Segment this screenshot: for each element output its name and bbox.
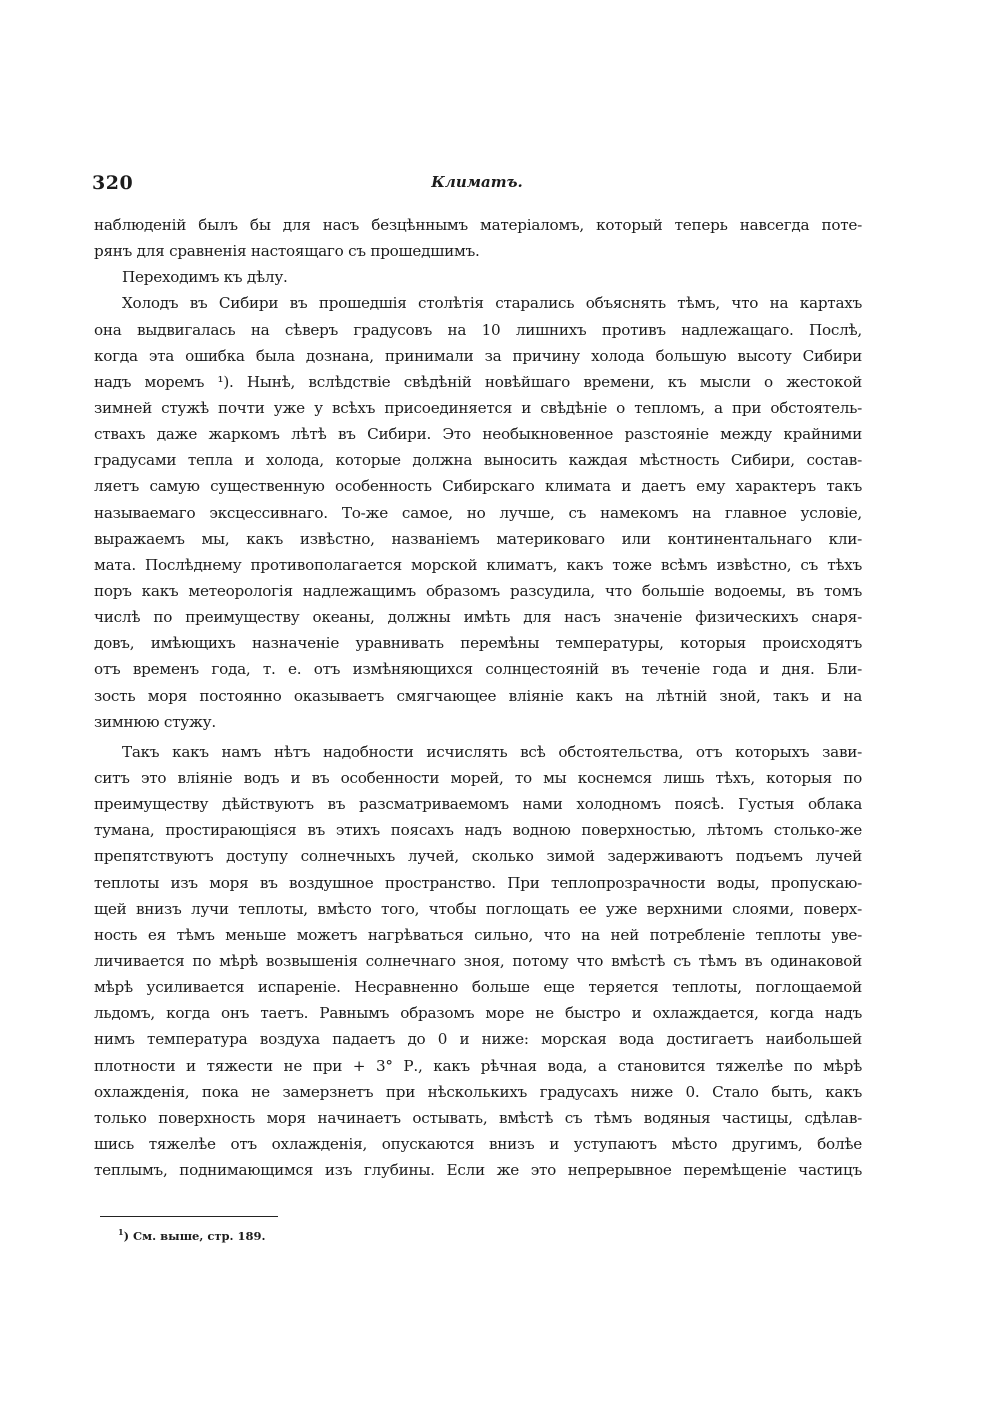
text-line: щей внизъ лучи теплоты, вмѣсто того, чтобы поглощать ее уже верхними слоями, поверх- — [94, 899, 862, 918]
page-header — [92, 172, 862, 196]
text-line: нимъ температура воздуха падаетъ до 0 и ниже: морская вода достигаетъ наибольшей — [94, 1030, 862, 1049]
text-line: ситъ это вліяніе водъ и въ особенности морей, то мы коснемся лишь тѣхъ, которыя по — [94, 768, 862, 787]
text-line: мата. Послѣднему противополагается морской климатъ, какъ тоже всѣмъ извѣстно, съ тѣхъ — [94, 555, 862, 574]
text-line: ствахъ даже жаркомъ лѣтѣ въ Сибири. Это необыкновенное разстояніе между крайними — [94, 425, 862, 444]
footnote-marker: 1 — [118, 1227, 124, 1237]
text-line: зимней стужѣ почти уже у всѣхъ присоединяется и свѣдѣніе о тепломъ, а при обстоятель- — [94, 398, 862, 417]
text-line: шись тяжелѣе отъ охлажденія, опускаются внизъ и уступаютъ мѣсто другимъ, болѣе — [94, 1134, 862, 1153]
text-line: Холодъ въ Сибири въ прошедшія столѣтія старались объяснять тѣмъ, что на картахъ — [122, 294, 862, 313]
text-line: теплоты изъ моря въ воздушное пространство. При теплопрозрачности воды, пропускаю- — [94, 873, 862, 892]
text-line: личивается по мѣрѣ возвышенія солнечнаго зноя, потому что вмѣстѣ съ тѣмъ въ одинаковой — [94, 951, 862, 970]
text-line: только поверхность моря начинаетъ остывать, вмѣстѣ съ тѣмъ водяныя частицы, сдѣлав- — [94, 1108, 862, 1127]
text-line: поръ какъ метеорологія надлежащимъ образомъ разсудила, что большіе водоемы, въ томъ — [94, 581, 862, 600]
text-line: довъ, имѣющихъ назначеніе уравнивать перемѣны температуры, которыя происходятъ — [94, 634, 862, 653]
text-line: надъ моремъ ¹). Нынѣ, вслѣдствіе свѣдѣній новѣйшаго времени, къ мысли о жестокой — [94, 372, 862, 391]
paragraph — [94, 290, 862, 734]
text-line: называемаго эксцессивнаго. То-же самое, но лучше, съ намекомъ на главное условіе, — [94, 503, 862, 522]
paragraph — [94, 264, 862, 290]
paragraph — [94, 212, 862, 264]
text-line: ность ея тѣмъ меньше можетъ нагрѣваться сильно, что на ней потребленіе теплоты уве- — [94, 925, 862, 944]
footnote — [118, 1227, 266, 1243]
text-line: мѣрѣ усиливается испареніе. Несравненно больше еще теряется теплоты, поглощаемой — [94, 978, 862, 997]
text-line: числѣ по преимуществу океаны, должны имѣть для насъ значеніе физическихъ снаря- — [94, 608, 862, 627]
text-line: наблюденій былъ бы для насъ безцѣннымъ матеріаломъ, который теперь навсегда поте- — [94, 216, 862, 234]
text-line: она выдвигалась на сѣверъ градусовъ на 10 лишнихъ противъ надлежащаго. Послѣ, — [94, 320, 862, 339]
running-title: Климатъ. — [431, 173, 523, 191]
text-line: тумана, простирающіяся въ этихъ поясахъ надъ водною поверхностью, лѣтомъ столько-же — [94, 821, 862, 840]
page-number: 320 — [92, 172, 134, 194]
text-line: зимнюю стужу. — [94, 712, 216, 731]
text-line: рянъ для сравненія настоящаго съ прошедшимъ. — [94, 242, 480, 261]
text-line: зость моря постоянно оказываетъ смягчающее вліяніе какъ на лѣтній зной, такъ и на — [94, 686, 862, 705]
text-line: ляетъ самую существенную особенность Сибирскаго климата и даетъ ему характеръ такъ — [94, 477, 862, 496]
text-line: теплымъ, поднимающимся изъ глубины. Если же это непрерывное перемѣщеніе частицъ — [94, 1161, 862, 1180]
text-line: Переходимъ къ дѣлу. — [122, 268, 288, 287]
footnote-separator — [100, 1216, 278, 1217]
text-line: градусами тепла и холода, которые должна выносить каждая мѣстность Сибири, состав- — [94, 451, 862, 470]
text-line: Такъ какъ намъ нѣтъ надобности исчислять всѣ обстоятельства, отъ которыхъ зави- — [122, 742, 862, 761]
text-line: выражаемъ мы, какъ извѣстно, названіемъ материковаго или континентальнаго кли- — [94, 529, 862, 548]
text-line: льдомъ, когда онъ таетъ. Равнымъ образомъ море не быстро и охлаждается, когда надъ — [94, 1004, 862, 1023]
text-line: когда эта ошибка была дознана, принимали за причину холода большую высоту Сибири — [94, 346, 862, 365]
text-line: плотности и тяжести не при + 3° Р., какъ рѣчная вода, а становится тяжелѣе по мѣрѣ — [94, 1056, 862, 1075]
text-line: препятствуютъ доступу солнечныхъ лучей, сколько зимой задерживаютъ подъемъ лучей — [94, 847, 862, 866]
text-line: преимуществу дѣйствуютъ въ разсматриваемомъ нами холодномъ поясѣ. Густыя облака — [94, 795, 862, 814]
body-text — [94, 212, 862, 1183]
paragraph — [94, 739, 862, 1183]
footnote-text: ) См. выше, стр. 189. — [123, 1228, 266, 1243]
text-line: охлажденія, пока не замерзнетъ при нѣсколькихъ градусахъ ниже 0. Стало быть, какъ — [94, 1082, 862, 1101]
text-line: отъ временъ года, т. е. отъ измѣняющихся солнцестояній въ теченіе года и дня. Бли- — [94, 660, 862, 679]
